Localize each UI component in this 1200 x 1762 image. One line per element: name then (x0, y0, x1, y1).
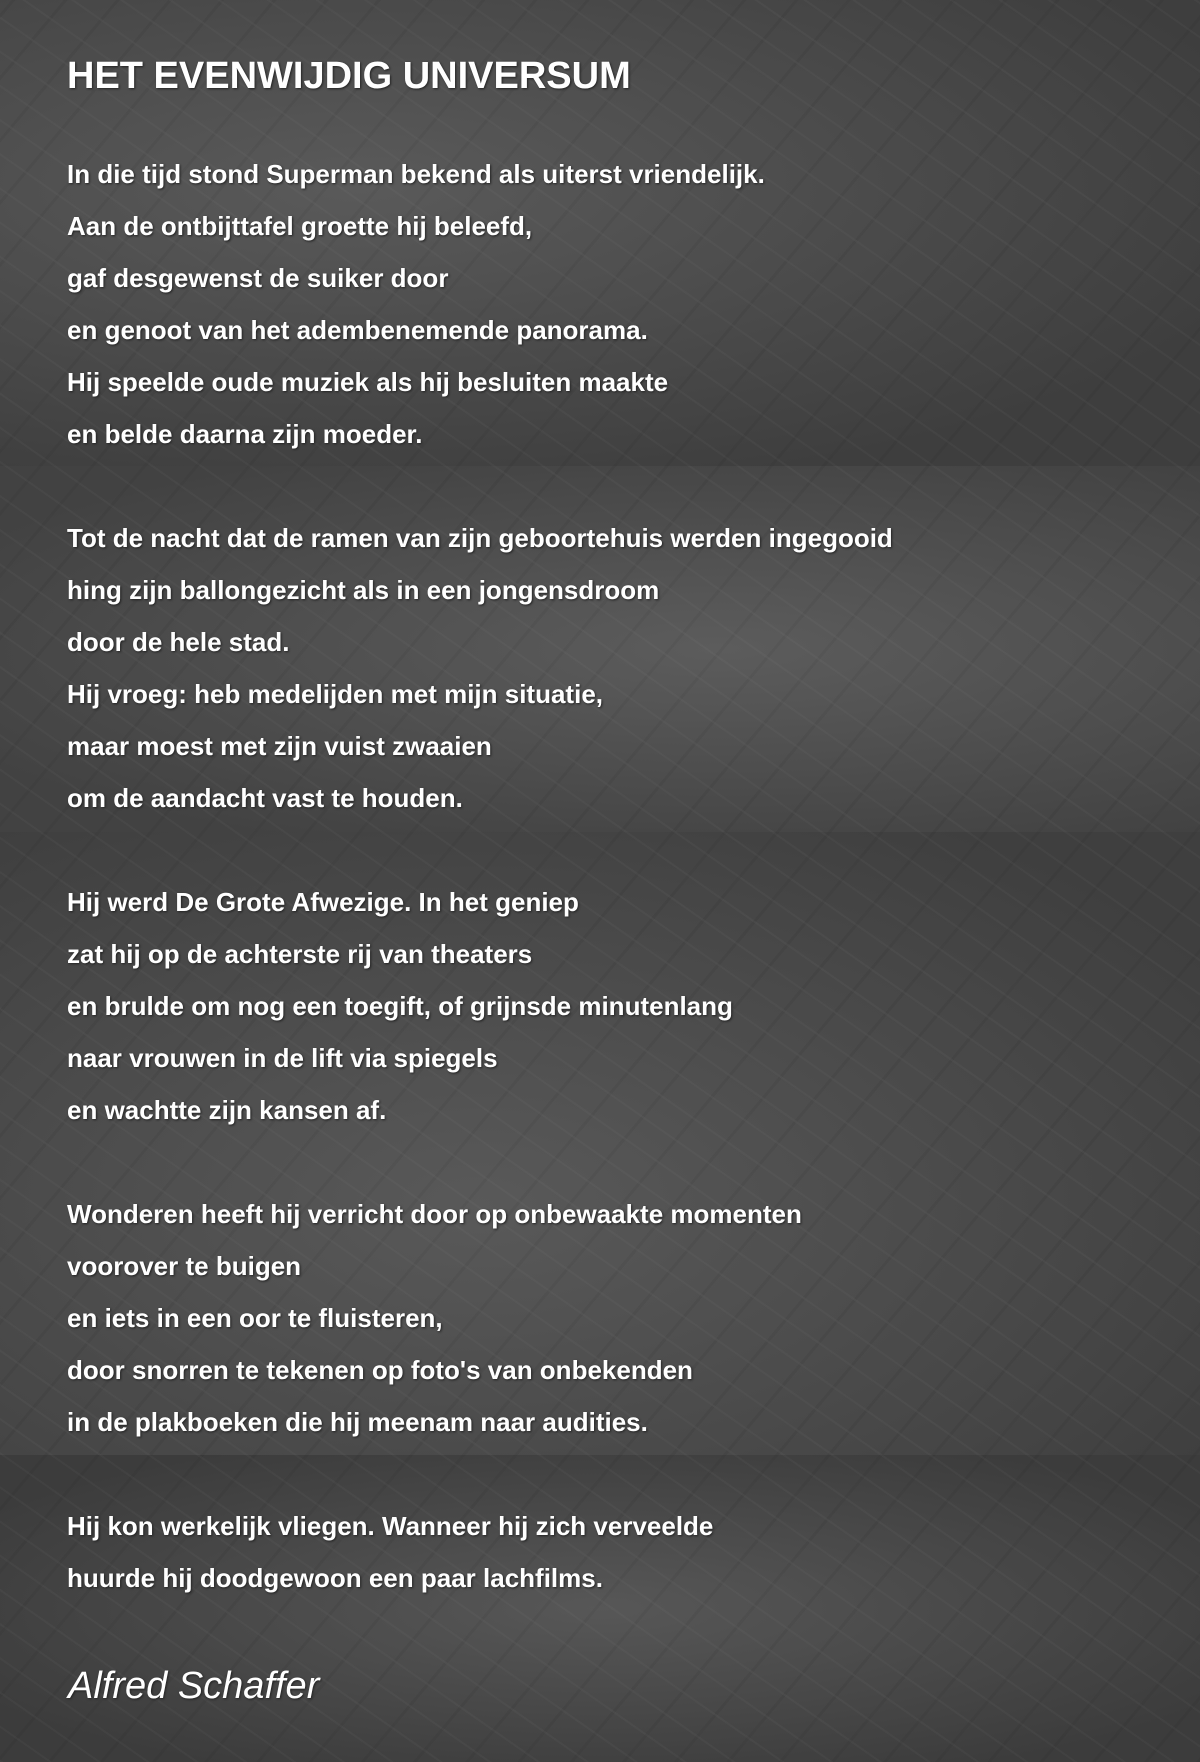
poem-line: Hij kon werkelijk vliegen. Wanneer hij zich verveelde (67, 1511, 714, 1541)
stanza (67, 1500, 893, 1604)
stanza (67, 512, 893, 824)
poem-line: voorover te buigen (67, 1251, 302, 1281)
poem-line: Tot de nacht dat de ramen van zijn geboortehuis werden ingegooid (67, 523, 893, 553)
stanza (67, 876, 893, 1136)
poem-title: HET EVENWIJDIG UNIVERSUM (67, 55, 631, 97)
stanza (67, 148, 893, 460)
poem-body (67, 148, 893, 1656)
poem-author: Alfred Schaffer (68, 1665, 320, 1707)
poem-line: Hij speelde oude muziek als hij besluiten maakte (67, 367, 669, 397)
stanza (67, 1188, 893, 1448)
poem-line: en wachtte zijn kansen af. (67, 1095, 387, 1125)
poem-line: en brulde om nog een toegift, of grijnsde minutenlang (67, 991, 733, 1021)
poem-line: om de aandacht vast te houden. (67, 783, 463, 813)
poem-line: maar moest met zijn vuist zwaaien (67, 731, 492, 761)
poem-line: en iets in een oor te fluisteren, (67, 1303, 443, 1333)
poem-line: Wonderen heeft hij verricht door op onbewaakte momenten (67, 1199, 802, 1229)
poem-line: en genoot van het adembenemende panorama. (67, 315, 648, 345)
poem-line: naar vrouwen in de lift via spiegels (67, 1043, 498, 1073)
poem-line: huurde hij doodgewoon een paar lachfilms. (67, 1563, 603, 1593)
poem-line: Hij vroeg: heb medelijden met mijn situatie, (67, 679, 603, 709)
poem-line: door de hele stad. (67, 627, 290, 657)
poem-line: en belde daarna zijn moeder. (67, 419, 423, 449)
poem-line: Aan de ontbijttafel groette hij beleefd, (67, 211, 533, 241)
poem-line: door snorren te tekenen op foto's van onbekenden (67, 1355, 693, 1385)
poem-line: In die tijd stond Superman bekend als uiterst vriendelijk. (67, 159, 765, 189)
poem-line: zat hij op de achterste rij van theaters (67, 939, 533, 969)
poem-line: hing zijn ballongezicht als in een jongensdroom (67, 575, 660, 605)
poem-line: gaf desgewenst de suiker door (67, 263, 449, 293)
poem-line: Hij werd De Grote Afwezige. In het geniep (67, 887, 579, 917)
poem-line: in de plakboeken die hij meenam naar audities. (67, 1407, 648, 1437)
